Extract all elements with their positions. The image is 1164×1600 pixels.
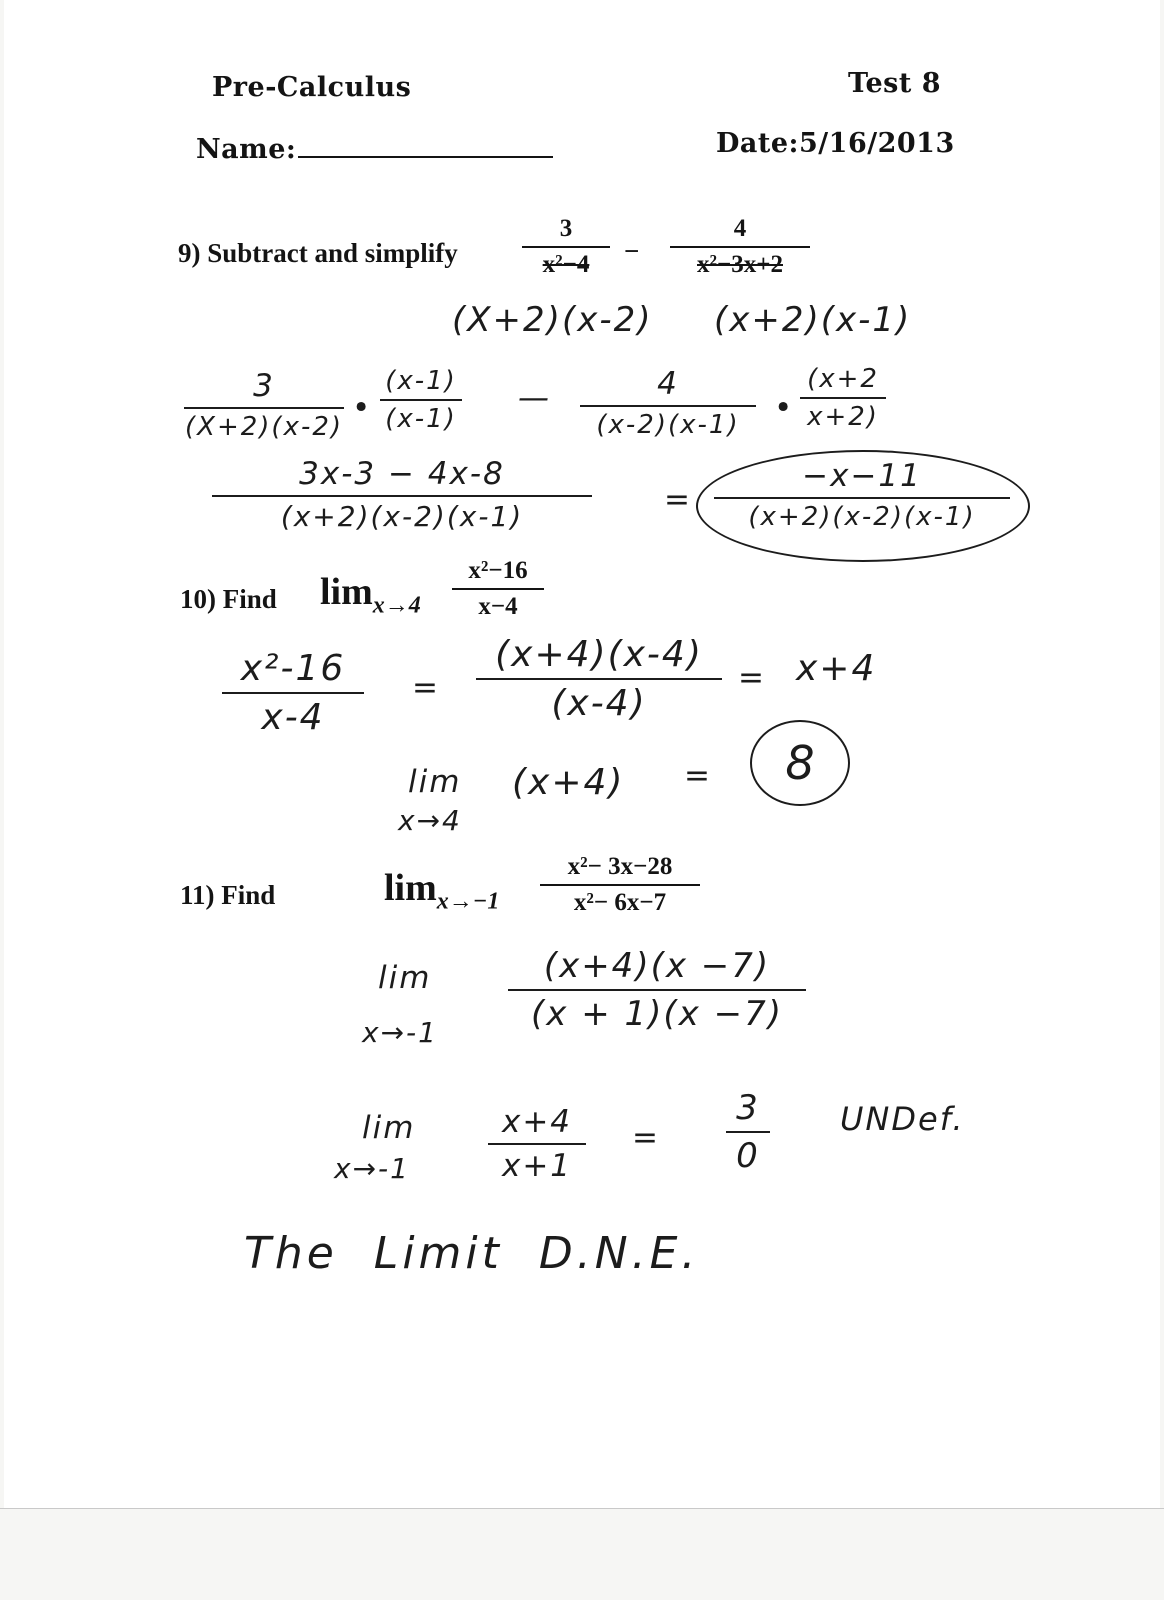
q9-label: 9) Subtract and simplify <box>178 238 458 268</box>
q11-hw-lim-2-sub: x→-1 <box>334 1152 410 1185</box>
q11-limit <box>384 866 499 916</box>
lim-text: lim <box>320 571 373 613</box>
denominator: (x + 1)(x −7) <box>531 994 783 1034</box>
q10-label: 10) Find <box>180 584 277 614</box>
fraction-bar <box>726 1131 770 1133</box>
q10-hw-lim: lim <box>408 764 462 800</box>
fraction-bar <box>670 246 810 248</box>
denominator: (x-1) <box>385 404 457 434</box>
q11-hw-lim-1-sub: x→-1 <box>362 1016 438 1049</box>
numerator: 3x-3 − 4x-8 <box>299 456 505 492</box>
q9-hw-factor-1: (X+2)(x-2) <box>452 300 653 340</box>
q10-answer: 8 <box>785 736 815 790</box>
test-number: Test 8 <box>848 68 942 99</box>
q10-fraction <box>452 556 544 622</box>
q10-hw-eq-1: = <box>412 670 440 706</box>
q9-hw-factor-2: (x+2)(x-1) <box>714 300 912 340</box>
denominator: x+2) <box>807 402 879 432</box>
scan-edge <box>0 1508 1164 1509</box>
numerator: x²−16 <box>468 557 528 584</box>
fraction-bar <box>522 246 610 248</box>
q9-hw-minus: — <box>518 380 551 416</box>
numerator: (x-1) <box>385 366 457 396</box>
fraction-bar <box>212 495 592 497</box>
fraction-bar <box>540 884 700 886</box>
q9-hw-multiplier-2 <box>800 364 886 432</box>
fraction-bar <box>184 407 344 409</box>
denominator: x+1 <box>501 1148 573 1184</box>
denominator: x-4 <box>261 697 325 738</box>
q9-hw-term-2 <box>580 366 756 440</box>
q10-hw-lim-sub: x→4 <box>398 804 462 837</box>
course-title: Pre-Calculus <box>212 72 412 103</box>
name-field <box>196 132 553 165</box>
q9-hw-term-1 <box>184 368 344 442</box>
denominator: (x-4) <box>551 683 647 724</box>
q9-hw-dot-1: • <box>352 390 373 426</box>
fraction-bar <box>800 397 886 399</box>
q11-label: 11) Find <box>180 880 276 910</box>
fraction-bar <box>580 405 756 407</box>
q9-frac2-denominator: x²−3x+2 <box>697 251 783 278</box>
q9-hw-answer <box>714 458 1010 532</box>
fraction-bar <box>714 497 1010 499</box>
denominator: (x-2)(x-1) <box>596 410 740 440</box>
denominator: x−4 <box>478 593 518 620</box>
q11-fraction <box>540 852 700 918</box>
fraction-bar <box>380 399 462 401</box>
q11-hw-reduced <box>488 1104 586 1184</box>
q9-hw-dot-2: • <box>774 390 795 426</box>
q9-fraction-1 <box>522 214 610 280</box>
q9-frac1-denominator: x²−4 <box>542 251 590 278</box>
name-blank-line <box>298 132 553 158</box>
q10-hw-factored <box>476 634 722 724</box>
denominator: (X+2)(x-2) <box>184 412 344 442</box>
q9-fraction-2 <box>670 214 810 280</box>
q10-answer-circle <box>750 720 850 806</box>
lim-subscript: x→−1 <box>436 888 500 915</box>
q11-hw-lim-2: lim <box>362 1110 416 1146</box>
q9-frac1-numerator: 3 <box>559 215 573 242</box>
fraction-bar <box>452 588 544 590</box>
name-label: Name: <box>196 134 297 165</box>
q11-hw-value <box>726 1088 770 1176</box>
numerator: x+4 <box>501 1104 573 1140</box>
denominator: (x+2)(x-2)(x-1) <box>748 502 976 532</box>
q11-hw-conclusion: The Limit D.N.E. <box>244 1228 700 1279</box>
denominator: 0 <box>736 1136 760 1176</box>
q11-hw-lim-1: lim <box>378 960 432 996</box>
q10-hw-simplified: x+4 <box>796 648 877 689</box>
q9-minus: − <box>624 236 640 266</box>
q11-hw-undef: UNDef. <box>840 1100 965 1138</box>
q10-hw-eq-2: = <box>738 660 766 696</box>
q10-hw-lim-expr: (x+4) <box>512 762 625 803</box>
q9-hw-combined <box>212 456 592 533</box>
q9-frac2-numerator: 4 <box>733 215 747 242</box>
q9-hw-multiplier-1 <box>380 366 462 434</box>
numerator: 3 <box>736 1088 760 1128</box>
lim-text: lim <box>384 867 437 909</box>
q10-hw-fraction <box>222 648 364 738</box>
q9-hw-equals: = <box>664 482 692 518</box>
numerator: (x+2 <box>807 364 879 394</box>
q11-hw-eq: = <box>632 1120 660 1156</box>
fraction-bar <box>222 692 364 694</box>
fraction-bar <box>488 1143 586 1145</box>
numerator: −x−11 <box>802 458 922 494</box>
numerator: x²-16 <box>240 648 346 689</box>
numerator: x²− 3x−28 <box>567 853 673 880</box>
denominator: x²− 6x−7 <box>573 889 667 916</box>
fraction-bar <box>508 989 806 991</box>
numerator: (x+4)(x-4) <box>495 634 703 675</box>
q10-hw-eq-3: = <box>684 758 712 794</box>
numerator: 3 <box>253 368 275 404</box>
denominator: (x+2)(x-2)(x-1) <box>280 500 524 533</box>
fraction-bar <box>476 678 722 680</box>
numerator: 4 <box>657 366 679 402</box>
lim-subscript: x→4 <box>372 592 421 619</box>
q11-hw-factored <box>508 946 806 1034</box>
numerator: (x+4)(x −7) <box>543 946 771 986</box>
q10-limit <box>320 570 421 620</box>
date-label: Date:5/16/2013 <box>716 128 955 159</box>
